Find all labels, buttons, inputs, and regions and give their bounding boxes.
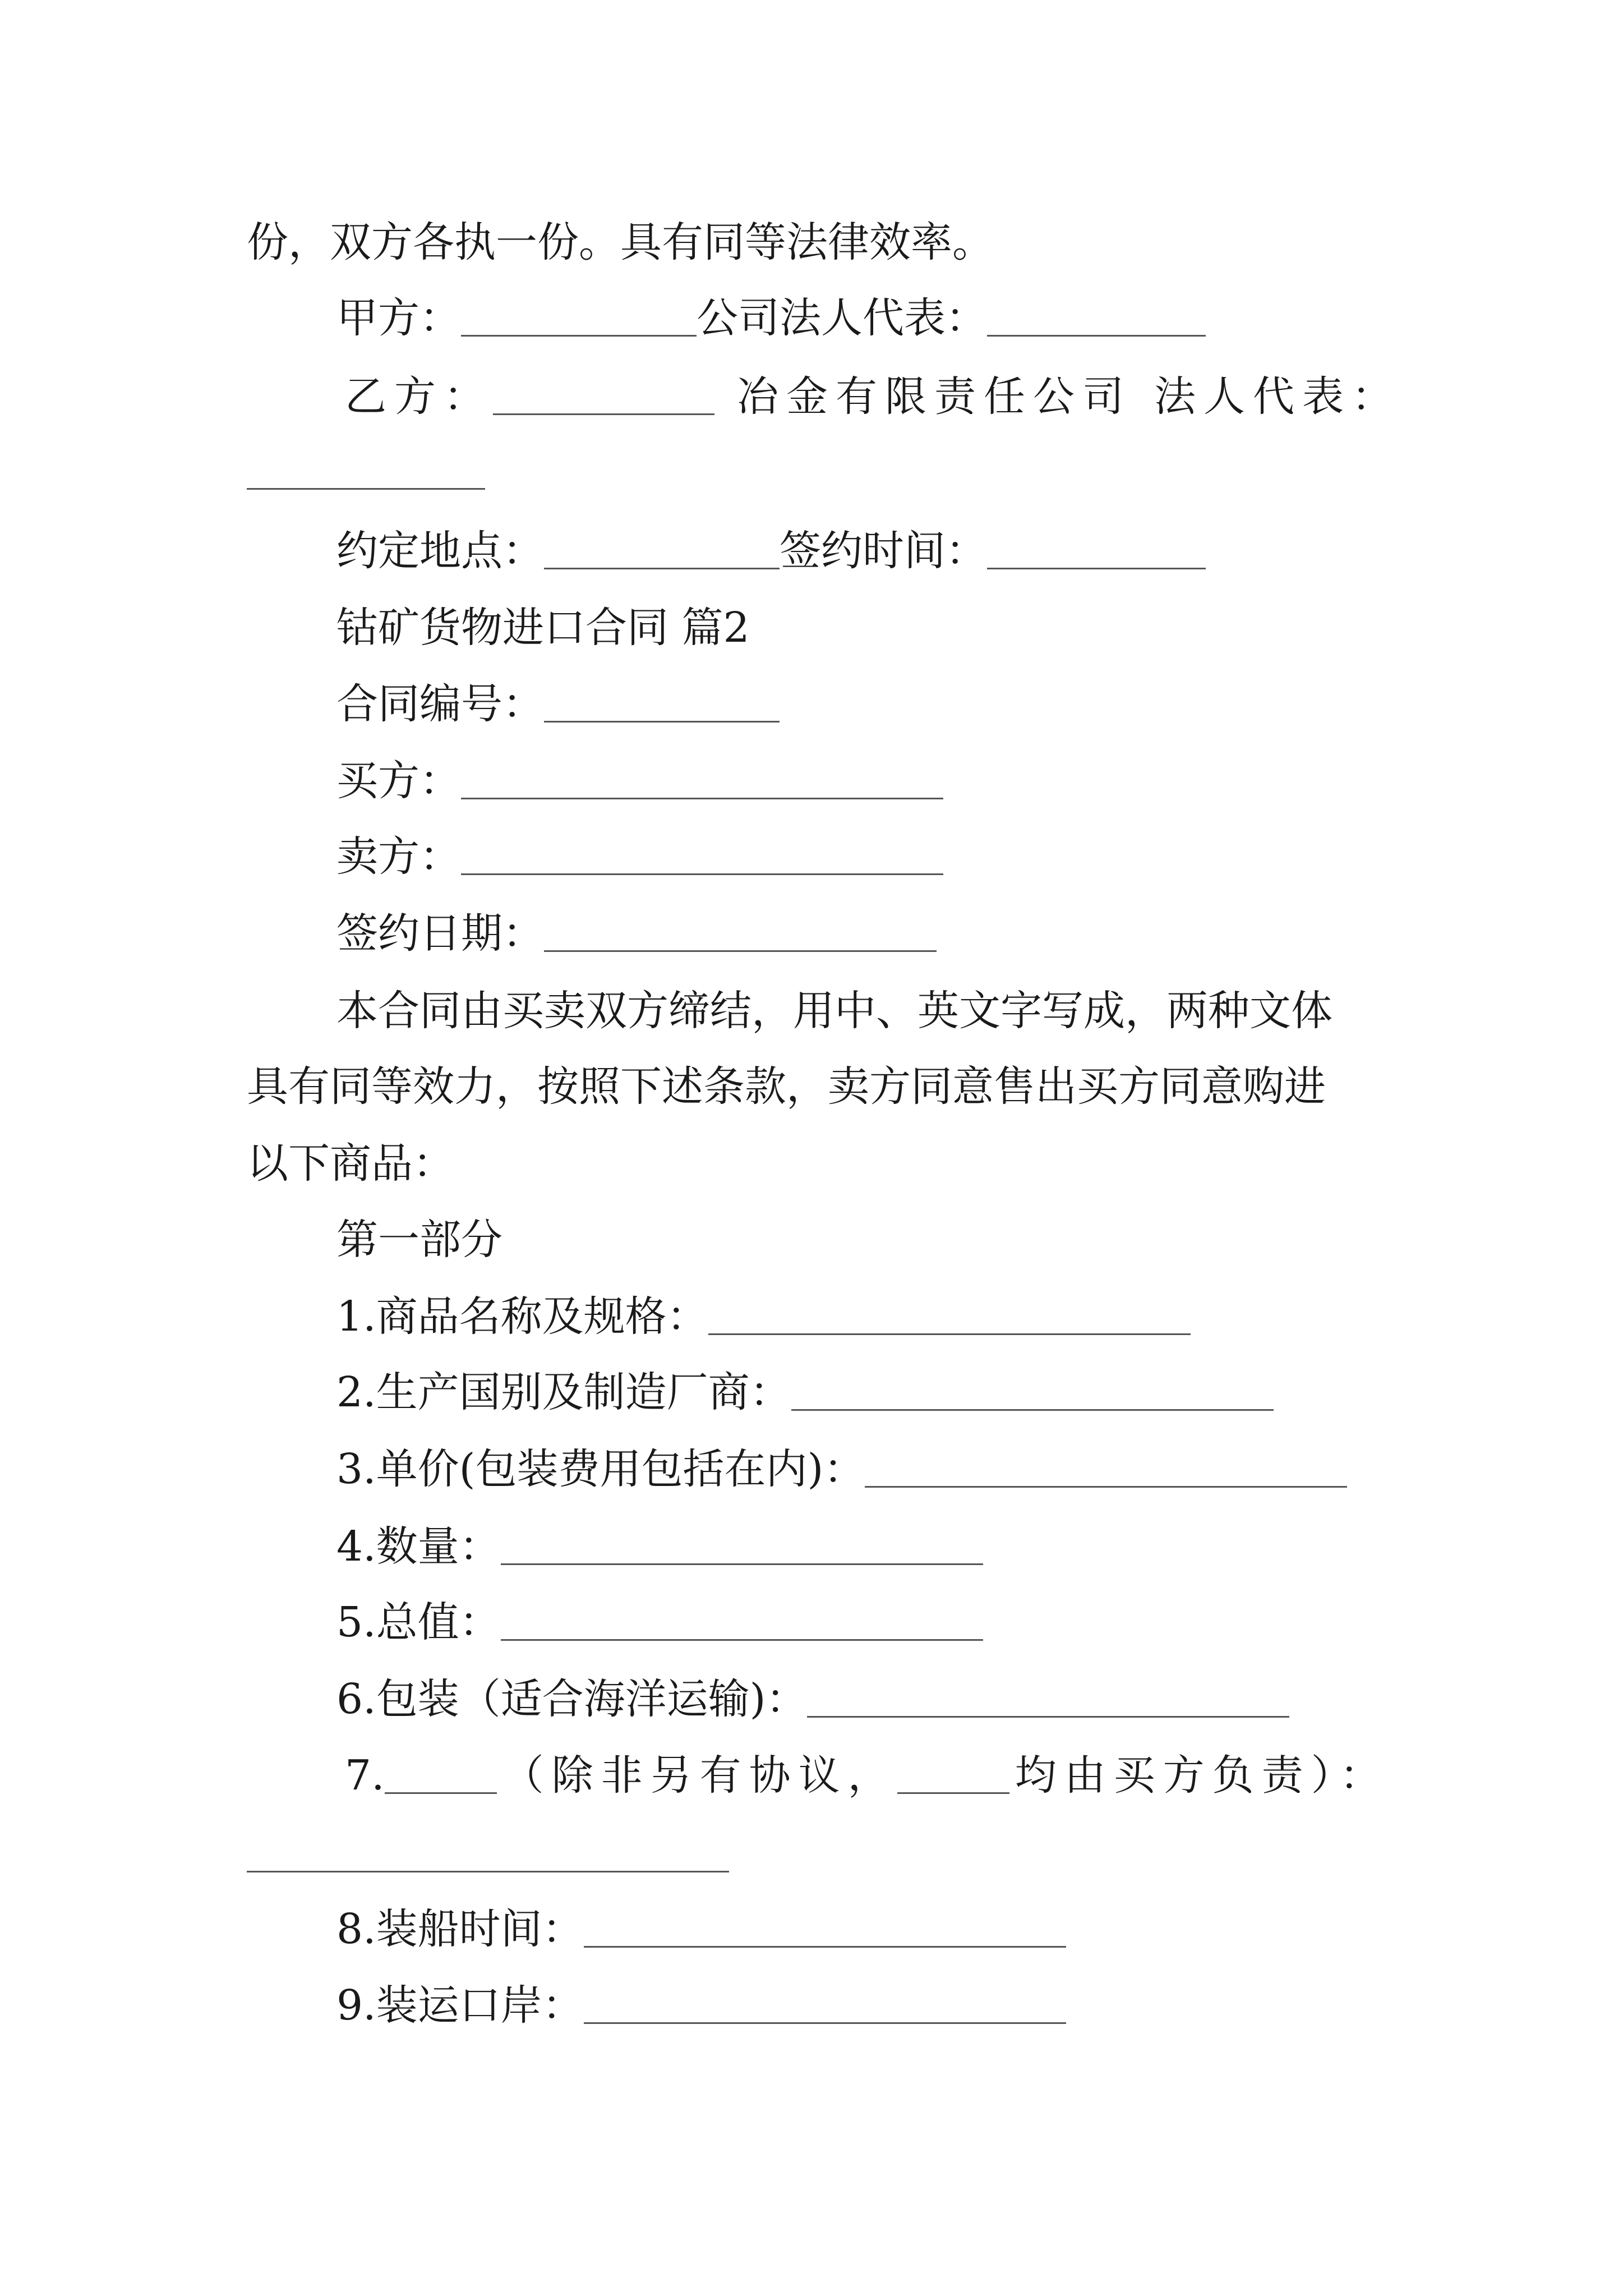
item-blank xyxy=(247,1871,729,1872)
item-blank xyxy=(865,1448,1347,1488)
contract-title: 钴矿货物进口合同 篇2 xyxy=(336,604,750,652)
item-blank xyxy=(501,1602,983,1641)
paragraph-line xyxy=(247,1139,454,1188)
item-line xyxy=(336,1292,1191,1341)
sign-date-label: 签约日期： xyxy=(336,909,544,958)
item-label: 7. xyxy=(345,1751,385,1800)
paragraph-text: 具有同等效力，按照下述条款，卖方同意售出买方同意购进 xyxy=(247,1062,1326,1111)
item-label: （除非另有协议， xyxy=(502,1751,897,1800)
buyer-label: 买方： xyxy=(336,757,461,805)
party-a-line xyxy=(336,294,1206,342)
party-a-rep-blank xyxy=(987,297,1206,337)
paragraph-text: 本合同由买卖双方缔结，用中、英文字写成，两种文体 xyxy=(336,987,1332,1035)
item-blank xyxy=(385,1755,497,1794)
item-blank xyxy=(501,1526,983,1565)
sign-date-line xyxy=(336,909,937,958)
party-a-label: 甲方： xyxy=(336,294,461,342)
item-blank xyxy=(807,1678,1289,1718)
paragraph-line xyxy=(247,1062,1326,1111)
time-label: 签约时间： xyxy=(780,527,987,575)
item-label: 6.包装（适合海洋运输)： xyxy=(336,1675,808,1723)
part-title: 第一部分 xyxy=(336,1216,502,1264)
item-line xyxy=(336,1522,983,1571)
seller-blank xyxy=(461,836,943,875)
party-b-rep-blank xyxy=(247,488,485,490)
item-blank xyxy=(584,1908,1066,1948)
paragraph-text: 以下商品： xyxy=(247,1139,454,1188)
item-blank xyxy=(708,1296,1191,1335)
place-time-line xyxy=(336,527,1206,575)
item-line xyxy=(336,1905,1066,1953)
sign-date-blank xyxy=(544,913,937,952)
place-label: 约定地点： xyxy=(336,527,544,575)
contract-number-line xyxy=(336,680,780,728)
item-line xyxy=(336,1675,1289,1723)
item-blank xyxy=(584,1985,1066,2024)
section-heading xyxy=(336,604,750,652)
item-blank xyxy=(897,1755,1009,1794)
item-label: 3.单价(包装费用包括在内)： xyxy=(336,1445,865,1493)
seller-line xyxy=(336,832,943,881)
contract-number-blank xyxy=(544,683,780,723)
item-label: 2.生产国别及制造厂商： xyxy=(336,1368,791,1416)
item-line xyxy=(336,1368,1274,1416)
item-label: 4.数量： xyxy=(336,1522,501,1571)
paragraph-tail: 份，双方各执一份。具有同等法律效率。 xyxy=(247,218,994,266)
item-label: 8.装船时间： xyxy=(336,1905,584,1953)
buyer-blank xyxy=(461,760,943,799)
party-b-company: 冶金有限责任公司 xyxy=(737,372,1132,421)
buyer-line xyxy=(336,757,943,805)
paragraph-line xyxy=(336,987,1332,1035)
time-blank xyxy=(987,530,1206,569)
party-b-label: 乙方： xyxy=(345,372,493,421)
item-line xyxy=(345,1751,1389,1800)
item-label: 9.装运口岸： xyxy=(336,1981,584,2030)
party-b-blank xyxy=(493,376,714,415)
contract-number-label: 合同编号： xyxy=(336,680,544,728)
party-a-blank xyxy=(461,297,697,337)
item-line xyxy=(336,1445,1347,1493)
item-label: 5.总值： xyxy=(336,1598,501,1646)
item-line xyxy=(336,1598,983,1646)
party-a-rep-label: 公司法人代表： xyxy=(697,294,987,342)
part-heading xyxy=(336,1216,502,1264)
party-b-rep-label: 法人代表： xyxy=(1154,372,1401,421)
item-line xyxy=(336,1981,1066,2030)
place-blank xyxy=(544,530,780,569)
item-blank xyxy=(791,1372,1274,1411)
text-line xyxy=(247,218,994,266)
party-b-line xyxy=(345,372,1401,421)
item-label: 1.商品名称及规格： xyxy=(336,1292,708,1341)
seller-label: 卖方： xyxy=(336,832,461,881)
item-label: 均由买方负责）： xyxy=(1015,1751,1389,1800)
